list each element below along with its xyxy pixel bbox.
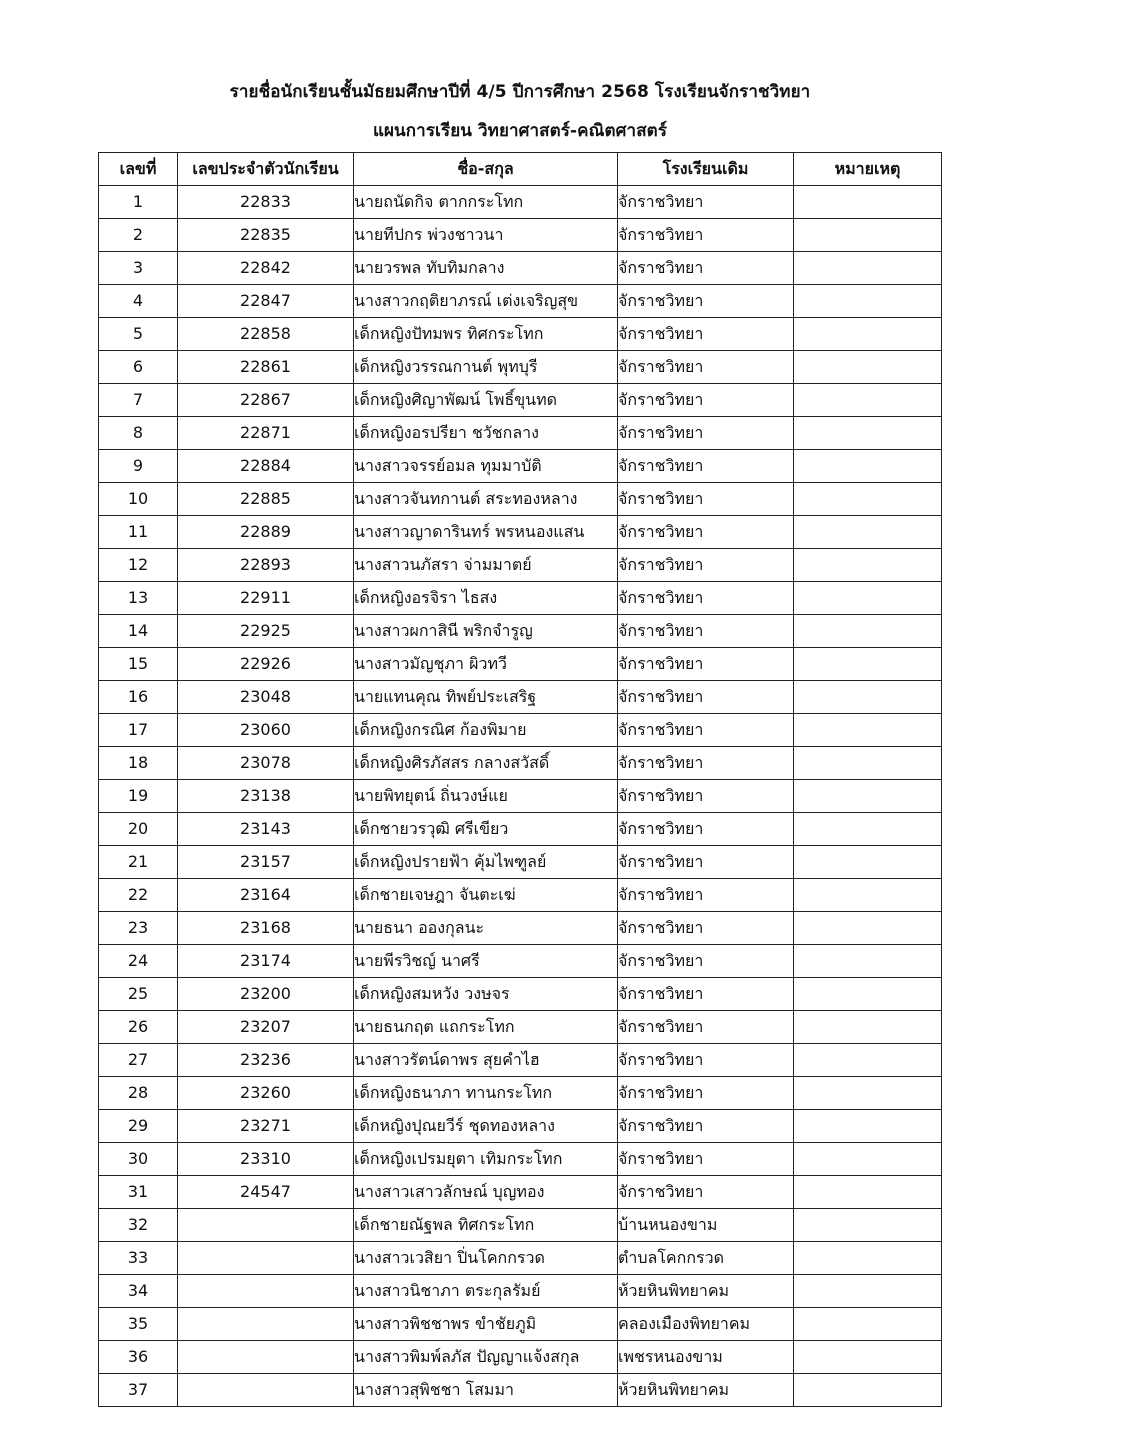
remark-cell	[794, 483, 942, 516]
student-id-cell: 22835	[178, 219, 354, 252]
student-id-cell: 22926	[178, 648, 354, 681]
remark-cell	[794, 351, 942, 384]
table-row	[99, 1374, 942, 1407]
remark-cell	[794, 186, 942, 219]
table-row	[99, 351, 942, 384]
student-number-cell: 18	[99, 747, 178, 780]
student-name-cell: นายทีปกร พ่วงชาวนา	[354, 219, 618, 252]
student-roster-table	[98, 152, 942, 1407]
former-school-cell: จักราชวิทยา	[618, 219, 794, 252]
table-row	[99, 615, 942, 648]
table-row	[99, 846, 942, 879]
remark-cell	[794, 813, 942, 846]
student-name-cell: นางสาวรัตน์ดาพร สุยคำไฮ	[354, 1044, 618, 1077]
student-id-cell: 23048	[178, 681, 354, 714]
former-school-cell: จักราชวิทยา	[618, 813, 794, 846]
student-name-cell: เด็กหญิงปัทมพร ทิศกระโทก	[354, 318, 618, 351]
student-id-cell: 22884	[178, 450, 354, 483]
student-id-cell: 23200	[178, 978, 354, 1011]
table-row	[99, 978, 942, 1011]
remark-cell	[794, 549, 942, 582]
student-name-cell: นางสาวพิชชาพร ขำชัยภูมิ	[354, 1308, 618, 1341]
remark-cell	[794, 780, 942, 813]
student-name-cell: นางสาวจันทกานต์ สระทองหลาง	[354, 483, 618, 516]
former-school-cell: จักราชวิทยา	[618, 285, 794, 318]
student-name-cell: เด็กชายวรวุฒิ ศรีเขียว	[354, 813, 618, 846]
former-school-cell: ตำบลโคกกรวด	[618, 1242, 794, 1275]
former-school-cell: คลองเมืองพิทยาคม	[618, 1308, 794, 1341]
table-row	[99, 681, 942, 714]
student-number-cell: 31	[99, 1176, 178, 1209]
former-school-cell: จักราชวิทยา	[618, 615, 794, 648]
table-row	[99, 1341, 942, 1374]
former-school-cell: จักราชวิทยา	[618, 252, 794, 285]
remark-cell	[794, 912, 942, 945]
former-school-cell: จักราชวิทยา	[618, 1143, 794, 1176]
remark-cell	[794, 417, 942, 450]
student-name-cell: นางสาวมัญชุภา ผิวทวี	[354, 648, 618, 681]
former-school-cell: จักราชวิทยา	[618, 417, 794, 450]
student-name-cell: นางสาวผกาสินี พริกจำรูญ	[354, 615, 618, 648]
former-school-cell: จักราชวิทยา	[618, 1044, 794, 1077]
student-name-cell: นายแทนคุณ ทิพย์ประเสริฐ	[354, 681, 618, 714]
table-row	[99, 1044, 942, 1077]
header-former-school: โรงเรียนเดิม	[618, 153, 794, 186]
table-row	[99, 582, 942, 615]
remark-cell	[794, 1209, 942, 1242]
table-row	[99, 747, 942, 780]
header-no: เลขที่	[99, 153, 178, 186]
remark-cell	[794, 516, 942, 549]
remark-cell	[794, 1308, 942, 1341]
former-school-cell: จักราชวิทยา	[618, 450, 794, 483]
former-school-cell: จักราชวิทยา	[618, 1077, 794, 1110]
former-school-cell: จักราชวิทยา	[618, 1176, 794, 1209]
table-header-row	[99, 153, 942, 186]
student-number-cell: 16	[99, 681, 178, 714]
remark-cell	[794, 582, 942, 615]
student-number-cell: 26	[99, 1011, 178, 1044]
student-name-cell: เด็กหญิงศิญาพัฒน์ โพธิ์ขุนทด	[354, 384, 618, 417]
former-school-cell: จักราชวิทยา	[618, 1110, 794, 1143]
student-id-cell: 23143	[178, 813, 354, 846]
former-school-cell: จักราชวิทยา	[618, 186, 794, 219]
student-id-cell: 22885	[178, 483, 354, 516]
remark-cell	[794, 318, 942, 351]
remark-cell	[794, 747, 942, 780]
student-name-cell: เด็กหญิงสมหวัง วงษจร	[354, 978, 618, 1011]
table-row	[99, 549, 942, 582]
table-row	[99, 1308, 942, 1341]
student-id-cell: 22893	[178, 549, 354, 582]
former-school-cell: จักราชวิทยา	[618, 978, 794, 1011]
former-school-cell: จักราชวิทยา	[618, 351, 794, 384]
student-id-cell: 22833	[178, 186, 354, 219]
student-id-cell: 24547	[178, 1176, 354, 1209]
header-name: ชื่อ-สกุล	[354, 153, 618, 186]
student-number-cell: 5	[99, 318, 178, 351]
former-school-cell: จักราชวิทยา	[618, 1011, 794, 1044]
table-row	[99, 879, 942, 912]
former-school-cell: จักราชวิทยา	[618, 582, 794, 615]
table-row	[99, 450, 942, 483]
remark-cell	[794, 1044, 942, 1077]
student-name-cell: เด็กหญิงศิรภัสสร กลางสวัสดิ์	[354, 747, 618, 780]
table-row	[99, 186, 942, 219]
student-name-cell: นายถนัดกิจ ตากกระโทก	[354, 186, 618, 219]
student-name-cell: เด็กหญิงเปรมยุตา เทิมกระโทก	[354, 1143, 618, 1176]
table-row	[99, 252, 942, 285]
table-row	[99, 1242, 942, 1275]
student-name-cell: นางสาวเวสิยา ปิ่นโคกกรวด	[354, 1242, 618, 1275]
student-number-cell: 27	[99, 1044, 178, 1077]
remark-cell	[794, 384, 942, 417]
student-id-cell: 22867	[178, 384, 354, 417]
student-name-cell: นางสาวญาดารินทร์ พรหนองแสน	[354, 516, 618, 549]
student-id-cell: 23207	[178, 1011, 354, 1044]
former-school-cell: ห้วยหินพิทยาคม	[618, 1374, 794, 1407]
table-row	[99, 813, 942, 846]
student-name-cell: นางสาวจรรย์อมล ทุมมาบัติ	[354, 450, 618, 483]
student-id-cell	[178, 1374, 354, 1407]
student-id-cell: 23078	[178, 747, 354, 780]
table-row	[99, 285, 942, 318]
student-id-cell: 23060	[178, 714, 354, 747]
former-school-cell: จักราชวิทยา	[618, 846, 794, 879]
table-row	[99, 318, 942, 351]
remark-cell	[794, 252, 942, 285]
remark-cell	[794, 450, 942, 483]
student-id-cell: 23310	[178, 1143, 354, 1176]
student-number-cell: 7	[99, 384, 178, 417]
student-number-cell: 30	[99, 1143, 178, 1176]
student-id-cell	[178, 1275, 354, 1308]
header-remark: หมายเหตุ	[794, 153, 942, 186]
table-row	[99, 219, 942, 252]
student-number-cell: 15	[99, 648, 178, 681]
student-number-cell: 24	[99, 945, 178, 978]
former-school-cell: จักราชวิทยา	[618, 384, 794, 417]
student-number-cell: 17	[99, 714, 178, 747]
remark-cell	[794, 1242, 942, 1275]
table-row	[99, 945, 942, 978]
student-number-cell: 3	[99, 252, 178, 285]
student-number-cell: 10	[99, 483, 178, 516]
table-row	[99, 1110, 942, 1143]
student-name-cell: นางสาวเสาวลักษณ์ บุญทอง	[354, 1176, 618, 1209]
document-title: รายชื่อนักเรียนชั้นมัธยมศึกษาปีที่ 4/5 ปีการศึกษา 2568 โรงเรียนจักราชวิทยา	[229, 82, 811, 102]
former-school-cell: จักราชวิทยา	[618, 549, 794, 582]
student-name-cell: เด็กหญิงกรณิศ ก้องพิมาย	[354, 714, 618, 747]
student-number-cell: 2	[99, 219, 178, 252]
table-body	[99, 186, 942, 1407]
former-school-cell: จักราชวิทยา	[618, 879, 794, 912]
student-id-cell: 23164	[178, 879, 354, 912]
student-number-cell: 19	[99, 780, 178, 813]
student-number-cell: 32	[99, 1209, 178, 1242]
table-row	[99, 780, 942, 813]
former-school-cell: จักราชวิทยา	[618, 516, 794, 549]
former-school-cell: จักราชวิทยา	[618, 483, 794, 516]
remark-cell	[794, 1143, 942, 1176]
remark-cell	[794, 945, 942, 978]
remark-cell	[794, 1275, 942, 1308]
former-school-cell: จักราชวิทยา	[618, 648, 794, 681]
table-row	[99, 714, 942, 747]
table-row	[99, 1275, 942, 1308]
student-name-cell: นายพีรวิชญ์ นาศรี	[354, 945, 618, 978]
student-name-cell: เด็กหญิงอรจิรา ไธสง	[354, 582, 618, 615]
student-number-cell: 8	[99, 417, 178, 450]
former-school-cell: จักราชวิทยา	[618, 681, 794, 714]
remark-cell	[794, 714, 942, 747]
table-row	[99, 384, 942, 417]
student-name-cell: นางสาวกฤติยาภรณ์ เต่งเจริญสุข	[354, 285, 618, 318]
student-id-cell	[178, 1341, 354, 1374]
former-school-cell: เพชรหนองขาม	[618, 1341, 794, 1374]
header-student-id: เลขประจำตัวนักเรียน	[178, 153, 354, 186]
student-name-cell: นางสาวนิชาภา ตระกุลรัมย์	[354, 1275, 618, 1308]
table-row	[99, 1209, 942, 1242]
student-name-cell: นางสาวพิมพ์ลภัส ปัญญาแจ้งสกุล	[354, 1341, 618, 1374]
student-id-cell: 23260	[178, 1077, 354, 1110]
former-school-cell: บ้านหนองขาม	[618, 1209, 794, 1242]
student-number-cell: 22	[99, 879, 178, 912]
remark-cell	[794, 681, 942, 714]
student-number-cell: 29	[99, 1110, 178, 1143]
student-number-cell: 36	[99, 1341, 178, 1374]
former-school-cell: จักราชวิทยา	[618, 747, 794, 780]
former-school-cell: จักราชวิทยา	[618, 714, 794, 747]
table-row	[99, 516, 942, 549]
student-number-cell: 28	[99, 1077, 178, 1110]
table-row	[99, 912, 942, 945]
remark-cell	[794, 846, 942, 879]
student-id-cell: 22925	[178, 615, 354, 648]
student-name-cell: นางสาวสุพิชชา โสมมา	[354, 1374, 618, 1407]
student-id-cell: 22871	[178, 417, 354, 450]
student-id-cell: 23271	[178, 1110, 354, 1143]
student-number-cell: 21	[99, 846, 178, 879]
student-id-cell: 22847	[178, 285, 354, 318]
student-number-cell: 13	[99, 582, 178, 615]
table-row	[99, 648, 942, 681]
former-school-cell: ห้วยหินพิทยาคม	[618, 1275, 794, 1308]
student-number-cell: 25	[99, 978, 178, 1011]
student-name-cell: นายธนา อองกุลนะ	[354, 912, 618, 945]
student-number-cell: 20	[99, 813, 178, 846]
student-name-cell: เด็กชายเจษฎา จันตะเฆ่	[354, 879, 618, 912]
student-id-cell: 23174	[178, 945, 354, 978]
remark-cell	[794, 1341, 942, 1374]
remark-cell	[794, 1110, 942, 1143]
student-name-cell: เด็กชายณัฐพล ทิศกระโทก	[354, 1209, 618, 1242]
table-row	[99, 1077, 942, 1110]
table-row	[99, 483, 942, 516]
student-name-cell: เด็กหญิงปุณยวีร์ ชุดทองหลาง	[354, 1110, 618, 1143]
student-id-cell: 22858	[178, 318, 354, 351]
student-name-cell: นางสาวนภัสรา จ่ามมาตย์	[354, 549, 618, 582]
student-id-cell: 22861	[178, 351, 354, 384]
table-row	[99, 1011, 942, 1044]
table-row	[99, 1143, 942, 1176]
student-id-cell: 23236	[178, 1044, 354, 1077]
student-number-cell: 14	[99, 615, 178, 648]
student-name-cell: นายพิทยุตน์ ถิ่นวงษ์แย	[354, 780, 618, 813]
student-number-cell: 23	[99, 912, 178, 945]
student-number-cell: 6	[99, 351, 178, 384]
remark-cell	[794, 285, 942, 318]
former-school-cell: จักราชวิทยา	[618, 318, 794, 351]
student-number-cell: 4	[99, 285, 178, 318]
student-number-cell: 34	[99, 1275, 178, 1308]
remark-cell	[794, 1011, 942, 1044]
student-id-cell: 22911	[178, 582, 354, 615]
student-id-cell: 22889	[178, 516, 354, 549]
student-number-cell: 33	[99, 1242, 178, 1275]
student-number-cell: 11	[99, 516, 178, 549]
remark-cell	[794, 1176, 942, 1209]
remark-cell	[794, 978, 942, 1011]
remark-cell	[794, 648, 942, 681]
remark-cell	[794, 879, 942, 912]
remark-cell	[794, 1077, 942, 1110]
student-name-cell: เด็กหญิงธนาภา ทานกระโทก	[354, 1077, 618, 1110]
remark-cell	[794, 1374, 942, 1407]
student-id-cell: 23138	[178, 780, 354, 813]
student-number-cell: 35	[99, 1308, 178, 1341]
student-id-cell	[178, 1209, 354, 1242]
table-row	[99, 417, 942, 450]
document-subtitle: แผนการเรียน วิทยาศาสตร์-คณิตศาสตร์	[372, 121, 668, 141]
remark-cell	[794, 219, 942, 252]
student-name-cell: นายธนกฤต แถกระโทก	[354, 1011, 618, 1044]
student-number-cell: 9	[99, 450, 178, 483]
student-name-cell: เด็กหญิงปรายฟ้า คุ้มไพฑูลย์	[354, 846, 618, 879]
former-school-cell: จักราชวิทยา	[618, 780, 794, 813]
student-name-cell: เด็กหญิงอรปรียา ชวัชกลาง	[354, 417, 618, 450]
student-id-cell: 23157	[178, 846, 354, 879]
student-number-cell: 37	[99, 1374, 178, 1407]
remark-cell	[794, 615, 942, 648]
table-row	[99, 1176, 942, 1209]
student-id-cell: 22842	[178, 252, 354, 285]
student-number-cell: 12	[99, 549, 178, 582]
student-id-cell	[178, 1242, 354, 1275]
student-name-cell: เด็กหญิงวรรณกานต์ พุทบุรี	[354, 351, 618, 384]
former-school-cell: จักราชวิทยา	[618, 945, 794, 978]
student-id-cell	[178, 1308, 354, 1341]
student-name-cell: นายวรพล ทับทิมกลาง	[354, 252, 618, 285]
student-id-cell: 23168	[178, 912, 354, 945]
student-number-cell: 1	[99, 186, 178, 219]
former-school-cell: จักราชวิทยา	[618, 912, 794, 945]
